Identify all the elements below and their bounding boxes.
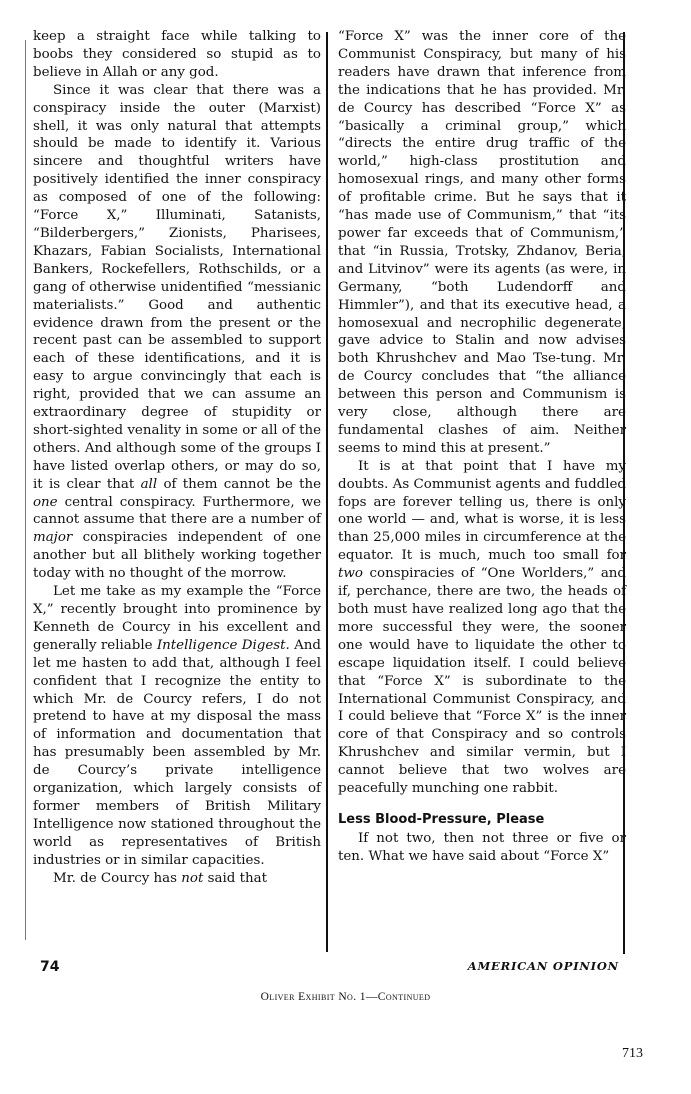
emphasis-two: two bbox=[338, 566, 363, 582]
publication-title: Intelligence Digest. bbox=[156, 637, 290, 653]
text-run: central conspiracy. Furthermore, we cannot assume that there are a number of bbox=[33, 494, 321, 528]
emphasis-not: not bbox=[181, 870, 204, 886]
section-subheading: Less Blood-Pressure, Please bbox=[338, 811, 545, 827]
magazine-name: AMERICAN OPINION bbox=[467, 959, 619, 973]
stamp-page-number: 713 bbox=[622, 1046, 643, 1061]
right-column bbox=[338, 28, 626, 866]
left-paragraph-1: keep a straight face while talking to boobs they considered so stupid as to believe in Allah or any god. bbox=[33, 29, 321, 80]
right-paragraph-2 bbox=[338, 458, 626, 798]
right-paragraph-1: “Force X” was the inner core of the Communist Conspiracy, but many of his readers have drawn that inference from the indications that he has provided. Mr. de Courcy has described “Force X” as “basically a criminal group,” which “directs the entire drug traffic of the world,” high-class prostitution and homosexual rings, and many other forms of profitable crime. But he says that it “has made use of Communism,” that “its power far exceeds that of Communism,” that “in Russia, Trotsky, Zhdanov, Beria, and Litvinov” were its agents (as were, in Germany, “both Ludendorff and Himmler”), and that its executive head, a homosexual and necrophilic degenerate, gave advice to Stalin and now advises both Khrushchev and Mao Tse-tung. Mr. de Courcy concludes that “the alliance between this person and Communism is very close, although there are fundamental clashes of aim. Neither seems to mind this at present.” bbox=[338, 29, 626, 456]
column-divider-rule bbox=[326, 32, 328, 952]
text-run: Since it was clear that there was a conspiracy inside the outer (Marxist) shell, it was only natural that attempts should be made to identify it. Various sincere and thoughtful writers have positively identified the inner conspiracy as composed of one of the following: “Force X,” Illuminati, Satanists, “Bilderbergers,” Zionists, Pharisees, Khazars, Fabian Socialists, International Bankers, Rockefellers, Rothschilds, or a gang of otherwise unidentified “messianic materialists.” Good and authentic evidence drawn from the present or the recent past can be assembled to support each of these identifications, and it is easy to argue convincingly that each is right, provided that we can assume an extraordinary degree of stupidity or short-sighted venality in some or all of the others. And although some of the groups I have listed overlap others, or may do so, it is clear that bbox=[33, 82, 321, 492]
text-run: And let me hasten to add that, although I feel confident that I recognize the entity to which Mr. de Courcy refers, I do not pretend to have at my disposal the mass of information and documentation that has presumably been assembled by Mr. de Courcy’s private intelligence organization, which largely consists of former members of British Military Intelligence now stationed throughout the world as representatives of British industries or in similar capacities. bbox=[33, 637, 321, 868]
text-run: said that bbox=[203, 870, 267, 886]
text-run: It is at that point that I have my doubts. As Communist agents and fuddled fops are forever telling us, there is only one world — and, what is worse, it is less than 25,000 miles in circumference at the equator. It is much, much too small for bbox=[338, 458, 626, 564]
text-run: of them cannot be the bbox=[157, 476, 321, 492]
text-run: Mr. de Courcy has bbox=[53, 870, 182, 886]
left-paragraph-3 bbox=[33, 583, 321, 870]
emphasis-all: all bbox=[140, 476, 158, 492]
page-number: 74 bbox=[40, 959, 60, 975]
text-run: conspiracies independent of one another but all blithely working together today with no thought of the morrow. bbox=[33, 530, 321, 582]
left-column bbox=[33, 28, 321, 888]
left-paragraph-4 bbox=[33, 870, 321, 888]
exhibit-caption: Oliver Exhibit No. 1—Continued bbox=[260, 991, 431, 1003]
emphasis-one: one bbox=[33, 494, 58, 510]
left-paragraph-2 bbox=[33, 82, 321, 583]
text-run: conspiracies of “One Worlders,” and if, perchance, there are two, the heads of both must have realized long ago that the more successful they were, the sooner one would have to liquidate the other to escape liquidation itself. I could believe that “Force X” is subordinate to the International Communist Conspiracy, and I could believe that “Force X” is the inner core of that Conspiracy and so controls Khrushchev and similar vermin, but I cannot believe that two wolves are peacefully munching one rabbit. bbox=[338, 566, 626, 797]
text-run: Let me take as my example the “Force X,” recently brought into prominence by Kenneth de Courcy in his excellent and generally reliable bbox=[33, 584, 321, 653]
right-paragraph-3: If not two, then not three or five or ten. What we have said about “Force X” bbox=[338, 830, 626, 864]
emphasis-major: major bbox=[33, 530, 73, 546]
left-edge-rule bbox=[25, 40, 26, 940]
